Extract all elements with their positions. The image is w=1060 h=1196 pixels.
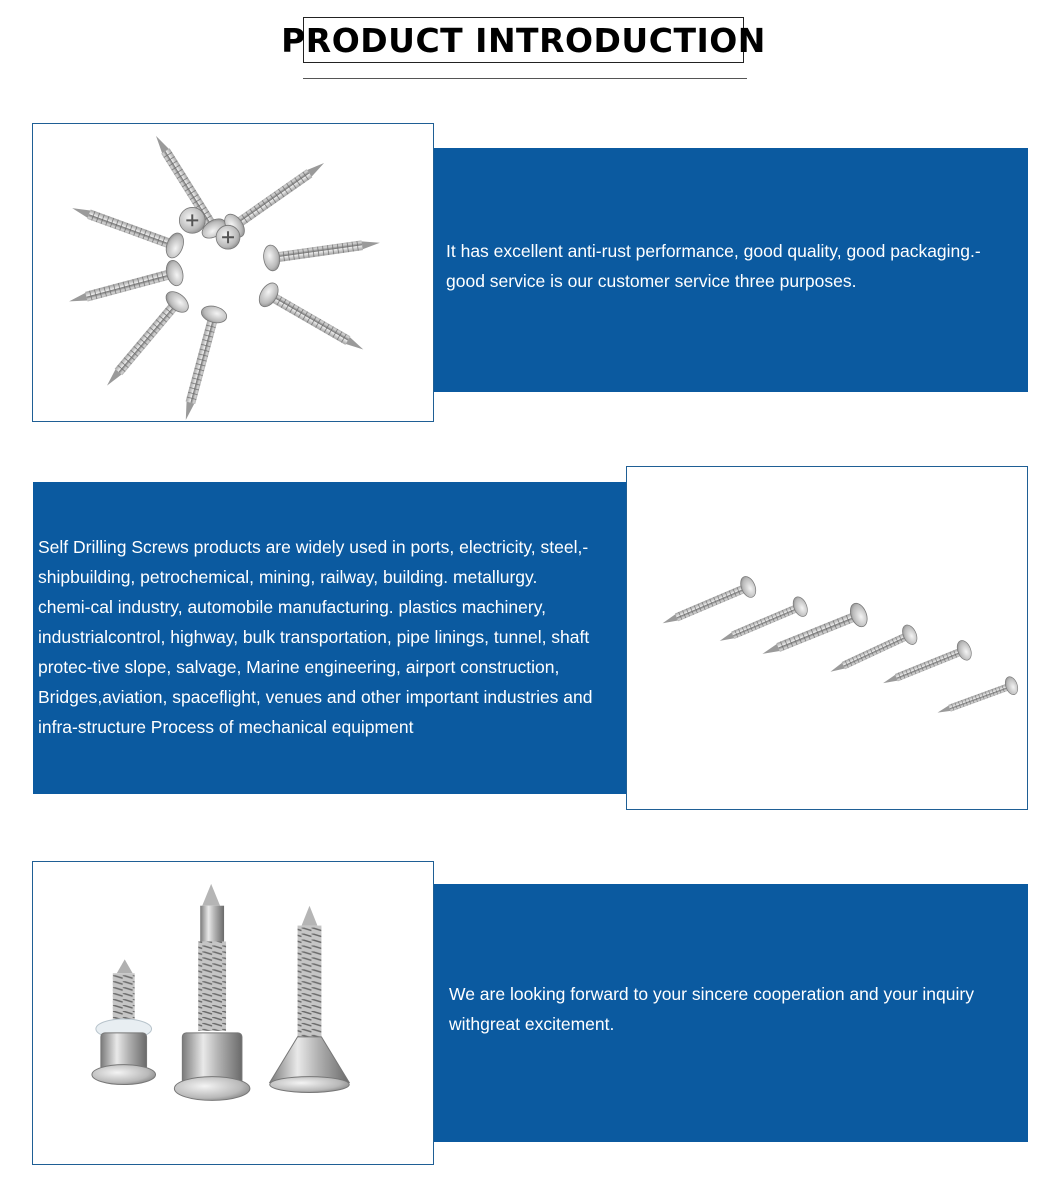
intro-text-1	[446, 236, 1011, 296]
intro-panel-1	[392, 148, 1028, 392]
text-line: We are looking forward to your sincere cooperation and your inquiry	[449, 984, 974, 1004]
intro-text-2	[38, 532, 613, 742]
screws-radial-icon	[33, 124, 433, 421]
text-line: shipbuilding, petrochemical, mining, railway, building. metallurgy.	[38, 567, 538, 587]
screws-row-icon	[627, 467, 1027, 809]
text-line: good service is our customer service three purposes.	[446, 271, 857, 291]
product-photo-2	[626, 466, 1028, 810]
product-photo-1	[32, 123, 434, 422]
text-line: It has excellent anti-rust performance, good quality, good packaging.-	[446, 241, 981, 261]
text-line: Bridges,aviation, spaceflight, venues and other important industries and	[38, 687, 593, 707]
title-box	[281, 17, 766, 63]
title-underline	[303, 78, 747, 79]
product-photo-3	[32, 861, 434, 1165]
text-line: Self Drilling Screws products are widely used in ports, electricity, steel,-	[38, 537, 589, 557]
page-title: PRODUCT INTRODUCTION	[281, 20, 766, 60]
text-line: infra-structure Process of mechanical equipment	[38, 717, 414, 737]
intro-panel-3	[377, 884, 1028, 1142]
text-line: industrialcontrol, highway, bulk transportation, pipe linings, tunnel, shaft	[38, 627, 590, 647]
text-line: protec-tive slope, salvage, Marine engineering, airport construction,	[38, 657, 560, 677]
screws-upright-icon	[33, 862, 433, 1164]
intro-panel-2	[33, 482, 686, 794]
text-line: withgreat excitement.	[449, 1014, 615, 1034]
text-line: chemi-cal industry, automobile manufacturing. plastics machinery,	[38, 597, 547, 617]
intro-text-3	[449, 979, 1014, 1039]
